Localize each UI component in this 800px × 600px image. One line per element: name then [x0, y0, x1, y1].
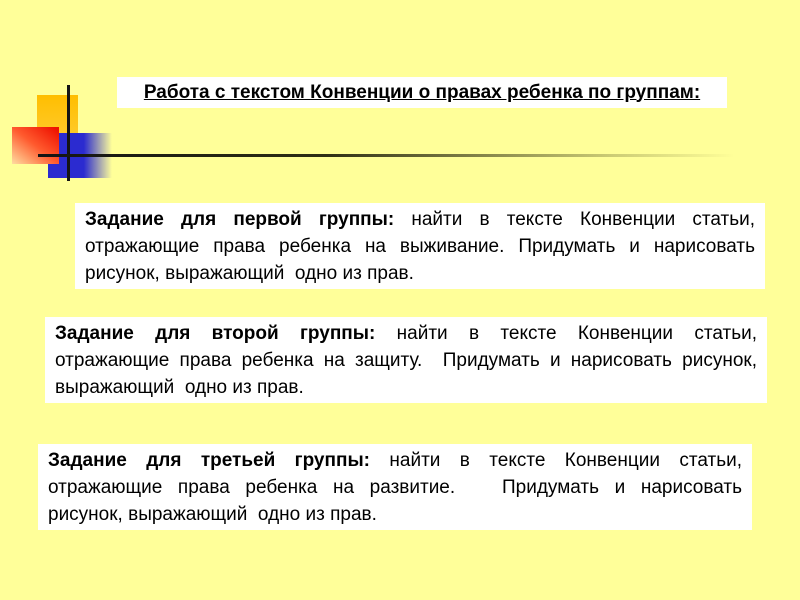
- task-line: отражающие права ребенка на выживание. Придумать и нарисовать: [85, 236, 755, 257]
- task-lead: Задание для второй группы:: [55, 323, 376, 344]
- task-line: отражающие права ребенка на развитие. Придумать и нарисовать: [48, 477, 742, 498]
- task-block-first-group: [75, 203, 765, 289]
- red-square: [12, 127, 59, 164]
- task-line-text: найти в тексте Конвенции статьи,: [396, 323, 757, 344]
- task-line: отражающие права ребенка на защиту. Придумать и нарисовать рисунок,: [55, 350, 757, 371]
- task-line: [55, 320, 757, 347]
- task-block-third-group: [38, 444, 752, 530]
- task-line: рисунок, выражающий одно из прав.: [48, 504, 377, 525]
- horizontal-line: [38, 154, 756, 157]
- vertical-line: [67, 85, 70, 181]
- task-line-text: найти в тексте Конвенции статьи,: [411, 209, 755, 230]
- slide-title-box: [117, 77, 727, 108]
- task-lead: Задание для третьей группы:: [48, 450, 371, 471]
- task-line-text: найти в тексте Конвенции статьи,: [389, 450, 742, 471]
- slide-title: Работа с текстом Конвенции о правах ребенка по группам:: [143, 81, 701, 103]
- task-line: [85, 206, 755, 233]
- task-line: [48, 447, 742, 474]
- task-line: рисунок, выражающий одно из прав.: [85, 263, 414, 284]
- task-line: выражающий одно из прав.: [55, 377, 304, 398]
- task-block-second-group: [45, 317, 767, 403]
- task-lead: Задание для первой группы:: [85, 209, 395, 230]
